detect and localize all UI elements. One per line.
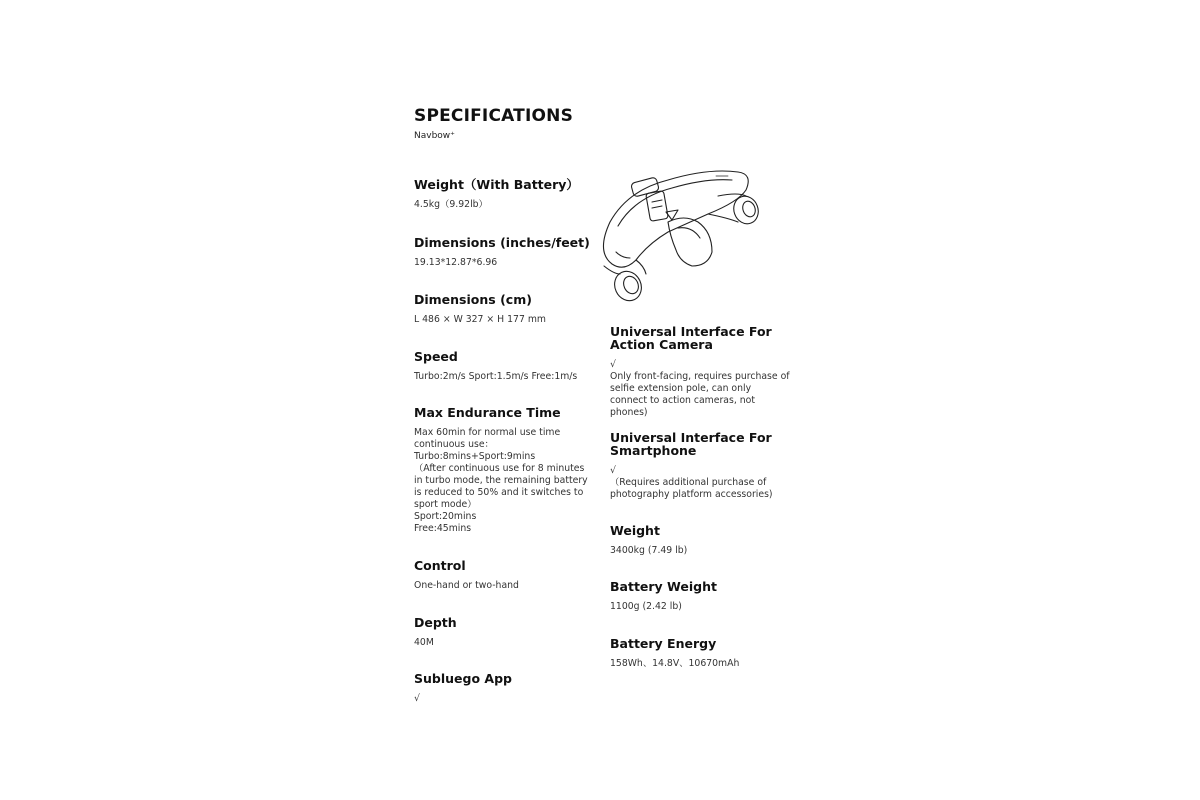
spec-app	[414, 672, 594, 705]
spec-battery-energy	[610, 637, 790, 670]
spec-label: Max Endurance Time	[414, 405, 561, 420]
spec-label: Dimensions (inches/feet)	[414, 235, 590, 250]
spec-value: Max 60min for normal use time continuous use： Turbo:8mins+Sport:9mins （After continuous use for 8 minutes in turbo mode, the remaining battery is reduced to 50% and it switches to sport mode） Sport:20mins Free:45mins	[414, 427, 588, 534]
spec-label: Dimensions (cm)	[414, 292, 532, 307]
spec-label: Subluego App	[414, 671, 512, 686]
spec-label: Universal Interface For Action Camera	[610, 324, 772, 352]
spec-label: Weight（With Battery）	[414, 177, 579, 192]
spec-label: Weight	[610, 523, 660, 538]
spec-value: √	[414, 693, 420, 704]
spec-battery-weight	[610, 580, 790, 613]
spec-control	[414, 559, 594, 592]
spec-value: √ （Requires additional purchase of photography platform accessories)	[610, 465, 773, 500]
spec-dimensions-inches	[414, 236, 594, 269]
spec-value: 19.13*12.87*6.96	[414, 257, 498, 268]
product-name: Navbow⁺	[414, 131, 455, 141]
spec-label: Universal Interface For Smartphone	[610, 430, 772, 458]
spec-label: Control	[414, 558, 466, 573]
spec-value: √ Only front-facing, requires purchase of selfie extension pole, can only connect to action cameras, not phones)	[610, 359, 790, 418]
spec-action-camera-interface	[610, 325, 790, 419]
spec-value: Turbo:2m/s Sport:1.5m/s Free:1m/s	[414, 371, 578, 382]
underwater-scooter-drawing-icon	[588, 162, 788, 307]
spec-value: 4.5kg（9.92lb）	[414, 199, 488, 210]
spec-depth	[414, 616, 594, 649]
spec-value: 1100g (2.42 lb)	[610, 601, 682, 612]
spec-value: L 486 × W 327 × H 177 mm	[414, 314, 546, 325]
page-title: SPECIFICATIONS	[414, 106, 574, 126]
spec-speed	[414, 350, 594, 383]
spec-weight	[610, 524, 790, 557]
spec-value: One-hand or two-hand	[414, 580, 519, 591]
spec-label: Depth	[414, 615, 457, 630]
spec-value: 3400kg (7.49 lb)	[610, 545, 688, 556]
spec-smartphone-interface	[610, 431, 790, 501]
spec-weight-with-battery	[414, 178, 594, 211]
spec-value: 158Wh、14.8V、10670mAh	[610, 658, 740, 669]
spec-value: 40M	[414, 637, 434, 648]
spec-label: Battery Weight	[610, 579, 717, 594]
spec-label: Speed	[414, 349, 458, 364]
spec-dimensions-cm	[414, 293, 594, 326]
spec-label: Battery Energy	[610, 636, 717, 651]
spec-max-endurance	[414, 406, 594, 535]
